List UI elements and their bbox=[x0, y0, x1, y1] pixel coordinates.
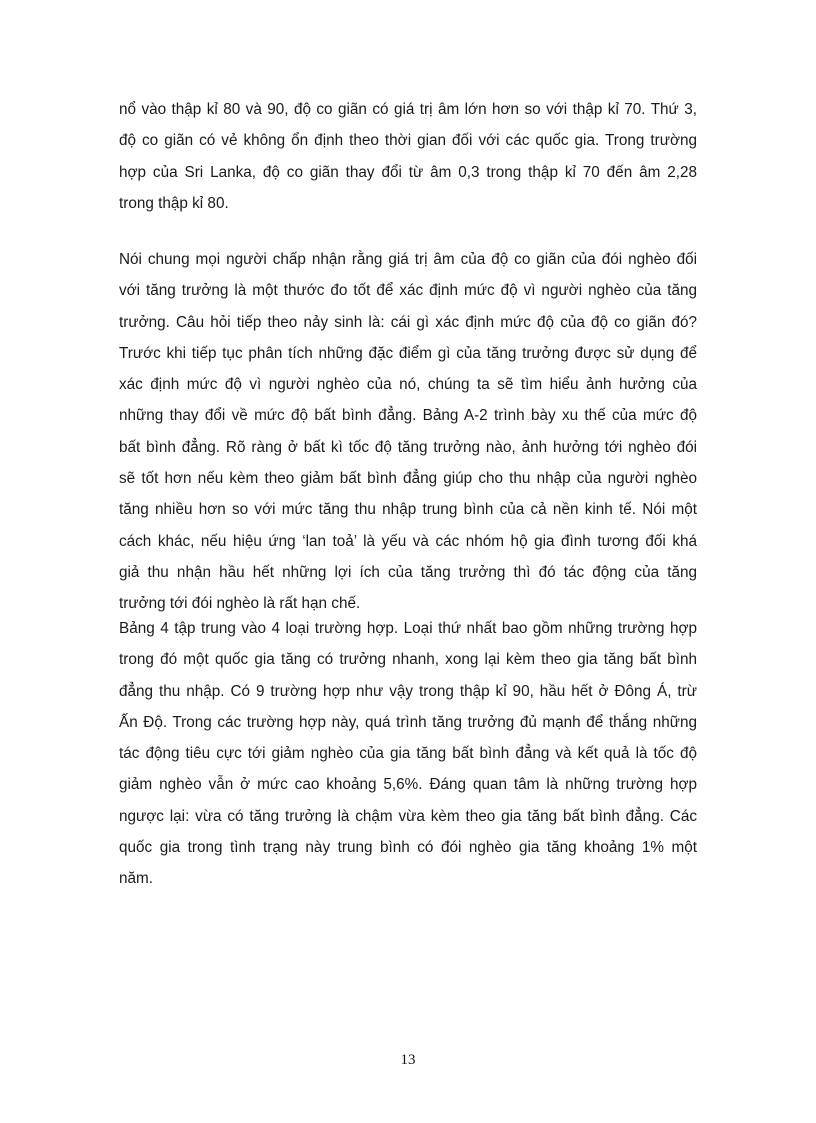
paragraph-2-line: xác định mức độ vì người nghèo của nó, chúng ta sẽ tìm hiểu ảnh hưởng của bbox=[119, 376, 697, 394]
page-number: 13 bbox=[400, 1052, 416, 1068]
paragraph-1 bbox=[119, 94, 697, 219]
paragraph-3-line: Ấn Độ. Trong các trường hợp này, quá trình tăng trưởng đủ mạnh để thắng những bbox=[119, 713, 697, 731]
paragraph-2-line: trưởng tới đói nghèo là rất hạn chế. bbox=[119, 595, 361, 613]
paragraph-2-line: tăng nhiều hơn so với mức tăng thu nhập trung bình của cả nền kinh tế. Nói một bbox=[119, 501, 697, 519]
paragraph-1-line: trong thập kỉ 80. bbox=[119, 194, 229, 212]
paragraph-2-line: Nói chung mọi người chấp nhận rằng giá trị âm của độ co giãn của đói nghèo đối bbox=[119, 251, 697, 268]
paragraph-3-line: trong đó một quốc gia tăng có trưởng nhanh, xong lại kèm theo gia tăng bất bình bbox=[119, 651, 697, 669]
paragraph-3-line: giảm nghèo vẫn ở mức cao khoảng 5,6%. Đáng quan tâm là những trường hợp bbox=[119, 776, 697, 794]
paragraph-3-line: Bảng 4 tập trung vào 4 loại trường hợp. Loại thứ nhất bao gồm những trường hợp bbox=[119, 620, 697, 637]
paragraph-3-line: ngược lại: vừa có tăng trưởng là chậm vừa kèm theo gia tăng bất bình đẳng. Các bbox=[119, 807, 697, 825]
paragraph-2-line: cách khác, nếu hiệu ứng ‘lan toả’ là yếu và các nhóm hộ gia đình tương đối khá bbox=[119, 532, 697, 550]
paragraph-2 bbox=[119, 244, 697, 620]
paragraph-1-line: độ co giãn có vẻ không ổn định theo thời gian đối với các quốc gia. Trong trường bbox=[119, 132, 697, 150]
paragraph-1-line: nổ vào thập kỉ 80 và 90, độ co giãn có giá trị âm lớn hơn so với thập kỉ 70. Thứ 3, bbox=[119, 101, 697, 118]
paragraph-2-line: bất bình đẳng. Rõ ràng ở bất kì tốc độ tăng trưởng nào, ảnh hưởng tới nghèo đói bbox=[119, 438, 697, 456]
paragraph-1-line: hợp của Sri Lanka, độ co giãn thay đổi từ âm 0,3 trong thập kỉ 70 đến âm 2,28 bbox=[119, 163, 697, 181]
paragraph-2-line: Trước khi tiếp tục phân tích những đặc điểm gì của tăng trưởng được sử dụng để bbox=[119, 344, 697, 362]
paragraph-3 bbox=[119, 613, 697, 895]
paragraph-2-line: những thay đổi về mức độ bất bình đẳng. Bảng A-2 trình bày xu thế của mức độ bbox=[119, 407, 697, 425]
paragraph-3-line: quốc gia trong tình trạng này trung bình có đói nghèo gia tăng khoảng 1% một bbox=[119, 839, 697, 857]
paragraph-3-line: đẳng thu nhập. Có 9 trường hợp như vậy trong thập kỉ 90, hầu hết ở Đông Á, trừ bbox=[119, 682, 697, 700]
paragraph-3-line: tác động tiêu cực tới giảm nghèo của gia tăng bất bình đẳng và kết quả là tốc độ bbox=[119, 745, 697, 763]
paragraph-2-line: trưởng. Câu hỏi tiếp theo nảy sinh là: cái gì xác định mức độ của độ co giãn đó? bbox=[119, 313, 697, 331]
paragraph-2-line: sẽ tốt hơn nếu kèm theo giảm bất bình đẳng giúp cho thu nhập của người nghèo bbox=[119, 470, 697, 488]
paragraph-3-line: năm. bbox=[119, 870, 154, 888]
paragraph-2-line: giả thu nhận hầu hết những lợi ích của tăng trưởng thì đó tác động của tăng bbox=[119, 563, 697, 581]
paragraph-2-line: với tăng trưởng là một thước đo tốt để xác định mức độ vì người nghèo của tăng bbox=[119, 282, 697, 300]
